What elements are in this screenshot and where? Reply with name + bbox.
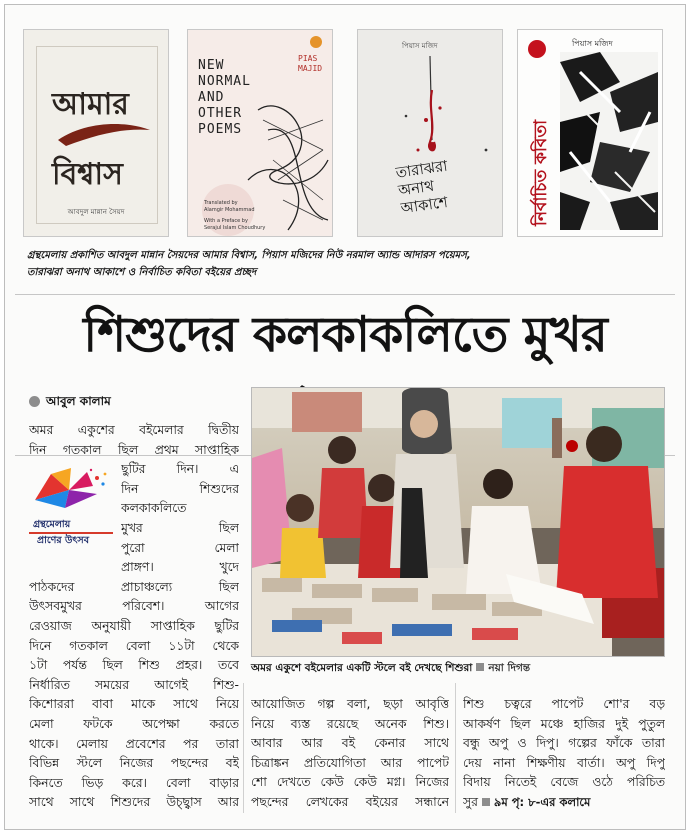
- byline-bullet-icon: [29, 396, 40, 407]
- newspaper-page: [4, 4, 686, 830]
- cover-author: PIAS MAJID: [298, 54, 323, 73]
- cover-title-line2: বিশ্বাস: [52, 157, 123, 192]
- cover-title: তারাঝরা অনাথ আকাশে: [394, 156, 449, 218]
- cover-title-line1: আমার: [52, 87, 129, 122]
- brush-stroke-art: [54, 118, 154, 152]
- continued-link[interactable]: ৯ম পৃ: ৮-এর কলামে: [493, 794, 591, 809]
- article-column-2: আয়োজিত গল্প বলা, ছড়া আবৃত্তি নিয়ে ব্যস্ত রয়েছে অনেক শিশু। আবার আর বই কেনার সাথে চিত্রাঙ্কন প্রতিযোগিতা আর পাপেট শো দেখতে কেউ কেউ মগ্ন। নিজের পছন্দের লেখকের বইয়ের সন্ধানে: [251, 697, 449, 809]
- author-name: আবুল কালাম: [46, 394, 111, 408]
- badge-line1: গ্রন্থমেলায়: [33, 519, 71, 530]
- cover-credits: Translated by Alamgir Mohammad With a Preface by Serajul Islam Choudhury: [204, 200, 266, 231]
- article-photo: [251, 387, 665, 657]
- book-cover-amar-bishwas: [23, 29, 169, 237]
- cover-title: NEW NORMAL AND OTHER POEMS: [198, 58, 251, 137]
- book-cover-new-normal: [187, 29, 333, 237]
- book-cover-tarajhora: [357, 29, 503, 237]
- article-column-3: শিশু চত্বরে পাপেট শো'র বড় আকর্ষণ ছিল মঞ্চে হাজির দুই পুতুল বন্ধু অপু ও দিপু। গল্পের ফাঁকে তারা দেয় নানা শিক্ষণীয় বার্তা। অপু দিপু বিদায় নিতেই বেজে ওঠে পরিচিত সুর ৯ম পৃ: ৮-এর কলামে: [463, 695, 665, 813]
- photo-caption: অমর একুশে বইমেলার একটি স্টলে বই দেখছে শিশুরা নয়া দিগন্ত: [251, 662, 531, 674]
- caption-square-icon: [476, 663, 484, 671]
- byline: [29, 393, 111, 413]
- book-cover-nirbachito-kobita: [517, 29, 663, 237]
- cover-author: আবদুল মান্নান সৈয়দ: [67, 208, 125, 216]
- continuation-line: সুর ৯ম পৃ: ৮-এর কলামে: [463, 794, 591, 809]
- book-fair-badge: [29, 460, 113, 562]
- column-divider: [243, 683, 244, 813]
- open-book-logo-icon: [31, 464, 111, 514]
- headline: শিশুদের কলকাকলিতে মুখর: [15, 294, 675, 456]
- cover-author: পিয়াস মজিদ: [402, 42, 438, 50]
- photo-source: নয়া দিগন্ত: [488, 662, 531, 674]
- publisher-logo: [310, 36, 322, 48]
- article-column-1: অমর একুশের বইমেলার দ্বিতীয় দিন গতকাল ছিল প্রথম সাপ্তাহিক ছুটির দিন। এ দিন শিশুদের কলকাকলিতে মুখর ছিল পুরো মেলা প্রাঙ্গণ। খুদে পাঠকদের প্রাচাঞ্চল্যে ছিল উৎসবমুখর পরিবেশ। আগের রেওয়াজ অনুযায়ী সাপ্তাহিক ছুটির দিনে গতকাল বেলা ১১টা থেকে ১টা পর্যন্ত ছিল শিশু প্রহর। তবে নির্ধারিত সময়ের আগেই শিশু- কিশোররা বাবা মাকে সাথে নিয়ে মেলা ফটকে অপেক্ষা করতে থাকে। মেলায় প্রবেশের পর তারা বিভিন্ন স্টলে নিজের পছন্দের বই কিনতে ভিড় করে। বেলা বাড়ার সাথে সাথে শিশুদের উচ্ছ্বাস আর: [29, 423, 239, 810]
- cover-author: পিয়াস মজিদ: [572, 39, 613, 48]
- book-covers: [23, 29, 667, 239]
- badge-line2: প্রাণের উৎসব: [37, 535, 89, 546]
- children-at-book-stall-photo: [252, 388, 665, 657]
- cover-side-title: নির্বাচিত কবিতা: [531, 119, 551, 226]
- text-beside-badge: ছুটির দিন। এ দিন শিশুদের কলকাকলিতে মুখর ছিল পুরো মেলা প্রাঙ্গণ। খুদে: [121, 462, 239, 575]
- continued-square-icon: [482, 798, 490, 806]
- abstract-pattern-art: [560, 52, 658, 230]
- column-divider: [455, 683, 456, 813]
- covers-caption: গ্রন্থমেলায় প্রকাশিত আবদুল মান্নান সৈয়দের আমার বিশ্বাস, পিয়াস মজিদের নিউ নরমাল অ্যান্ড আদারস পয়েমস, তারাঝরা অনাথ আকাশে ও নির্বাচিত কবিতা বইয়ের প্রচ্ছদ: [27, 250, 471, 278]
